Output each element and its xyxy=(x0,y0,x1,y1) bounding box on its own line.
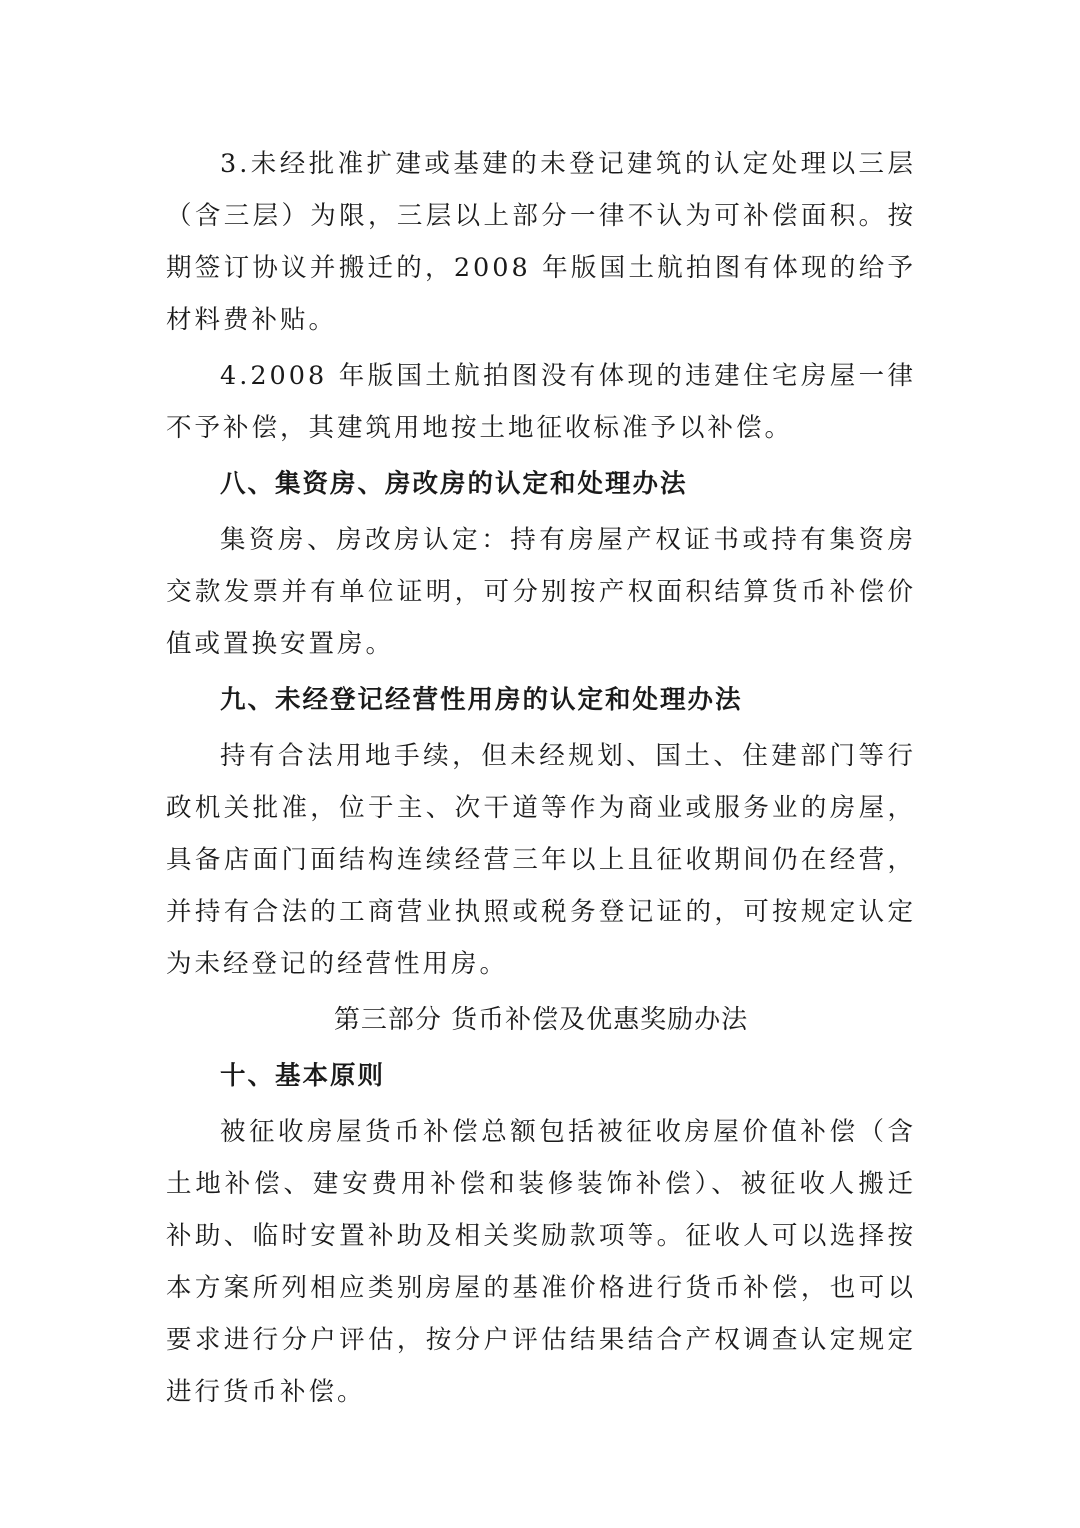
paragraph-item-3: 3.未经批准扩建或基建的未登记建筑的认定处理以三层（含三层）为限，三层以上部分一律不认为可补偿面积。按期签订协议并搬迁的，2008 年版国土航拍图有体现的给予材料费补贴。 xyxy=(166,149,916,335)
paragraph-section-9: 持有合法用地手续，但未经规划、国土、住建部门等行政机关批准，位于主、次干道等作为商业或服务业的房屋，具备店面门面结构连续经营三年以上且征收期间仍在经营，并持有合法的工商营业执照或税务登记证的，可按规定认定为未经登记的经营性用房。 xyxy=(166,741,916,979)
paragraph-section-8: 集资房、房改房认定：持有房屋产权证书或持有集资房交款发票并有单位证明，可分别按产权面积结算货币补偿价值或置换安置房。 xyxy=(166,525,916,659)
paragraph-item-4: 4.2008 年版国土航拍图没有体现的违建住宅房屋一律不予补偿，其建筑用地按土地征收标准予以补偿。 xyxy=(166,361,916,443)
section-heading-9: 九、未经登记经营性用房的认定和处理办法 xyxy=(220,685,743,715)
paragraph-section-10: 被征收房屋货币补偿总额包括被征收房屋价值补偿（含土地补偿、建安费用补偿和装修装饰补偿）、被征收人搬迁补助、临时安置补助及相关奖励款项等。征收人可以选择按本方案所列相应类别房屋的基准价格进行货币补偿，也可以要求进行分户评估，按分户评估结果结合产权调查认定规定进行货币补偿。 xyxy=(166,1117,916,1407)
part-3-title: 第三部分 货币补偿及优惠奖励办法 xyxy=(333,1005,749,1035)
section-heading-10: 十、基本原则 xyxy=(220,1061,386,1091)
document-page xyxy=(166,138,916,1418)
section-heading-8: 八、集资房、房改房的认定和处理办法 xyxy=(220,469,688,499)
